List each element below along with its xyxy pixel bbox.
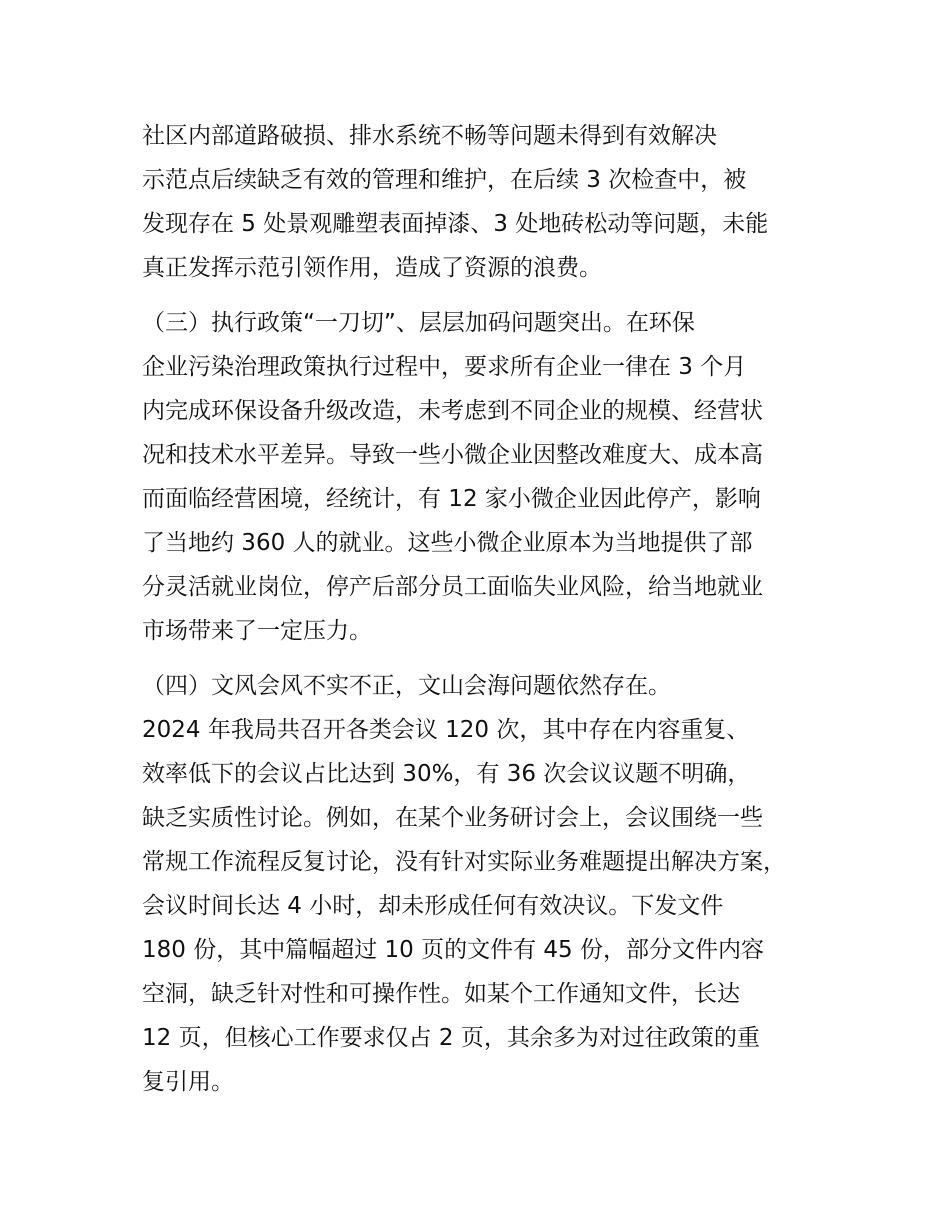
paragraph-community-maintenance [142,114,842,290]
text-line: 12 页，但核心工作要求仅占 2 页，其余多为对过往政策的重 [142,1025,760,1051]
paragraph-spacer [142,653,842,664]
text-line: 2024 年我局共召开各类会议 120 次，其中存在内容重复、 [142,717,750,743]
paragraph-meeting-style [142,664,842,1104]
text-line: 而面临经营困境，经统计，有 12 家小微企业因此停产，影响 [142,486,761,512]
paragraph-spacer [142,290,842,301]
document-body [142,114,842,1104]
text-line: 常规工作流程反复讨论，没有针对实际业务难题提出解决方案， [142,849,786,875]
text-line: 发现存在 5 处景观雕塑表面掉漆、3 处地砖松动等问题，未能 [142,211,769,237]
text-line: （四）文风会风不实不正，文山会海问题依然存在。 [142,673,671,699]
text-line: 社区内部道路破损、排水系统不畅等问题未得到有效解决 [142,123,717,149]
text-line: 内完成环保设备升级改造，未考虑到不同企业的规模、经营状 [142,398,763,424]
text-line: 市场带来了一定压力。 [142,618,372,644]
text-line: 180 份，其中篇幅超过 10 页的文件有 45 份，部分文件内容 [142,937,764,963]
text-line: 真正发挥示范引领作用，造成了资源的浪费。 [142,255,602,281]
text-line: 缺乏实质性讨论。例如，在某个业务研讨会上，会议围绕一些 [142,805,763,831]
text-line: 效率低下的会议占比达到 30%，有 36 次会议议题不明确， [142,761,751,787]
text-line: 了当地约 360 人的就业。这些小微企业原本为当地提供了部 [142,530,753,556]
paragraph-policy-execution [142,301,842,653]
text-line: 况和技术水平差异。导致一些小微企业因整改难度大、成本高 [142,442,763,468]
text-line: （三）执行政策“一刀切”、层层加码问题突出。在环保 [142,310,695,336]
text-line: 企业污染治理政策执行过程中，要求所有企业一律在 3 个月 [142,354,747,380]
text-line: 示范点后续缺乏有效的管理和维护，在后续 3 次检查中，被 [142,167,747,193]
text-line: 分灵活就业岗位，停产后部分员工面临失业风险，给当地就业 [142,574,763,600]
text-line: 会议时间长达 4 小时，却未形成任何有效决议。下发文件 [142,893,724,919]
text-line: 空洞，缺乏针对性和可操作性。如某个工作通知文件，长达 [142,981,740,1007]
text-line: 复引用。 [142,1069,234,1095]
